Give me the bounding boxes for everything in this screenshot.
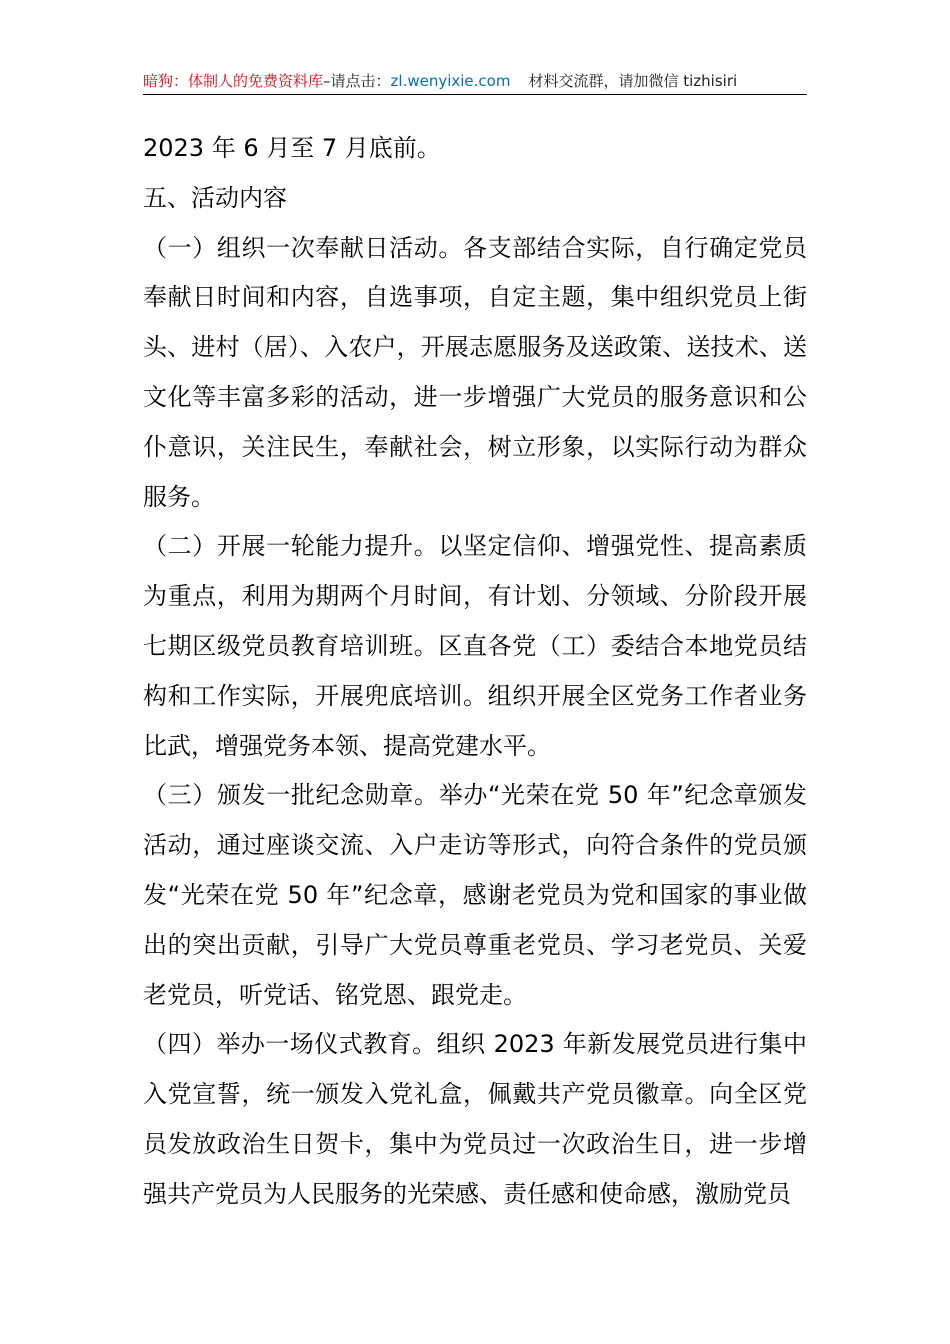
- paragraph-item-2: （二）开展一轮能力提升。以坚定信仰、增强党性、提高素质为重点，利用为期两个月时间，有计划、分领域、分阶段开展七期区级党员教育培训班。区直各党（工）委结合本地党员结构和工作实际，开展兜底培训。组织开展全区党务工作者业务比武，增强党务本领、提高党建水平。: [143, 532, 807, 760]
- paragraph-item-1: （一）组织一次奉献日活动。各支部结合实际，自行确定党员奉献日时间和内容，自选事项，自定主题，集中组织党员上街头、进村（居）、入农户，开展志愿服务及送政策、送技术、送文化等丰富多彩的活动，进一步增强广大党员的服务意识和公仆意识，关注民生，奉献社会，树立形象，以实际行动为群众服务。: [143, 233, 807, 511]
- page-header: [143, 68, 807, 95]
- paragraph-item-4: （四）举办一场仪式教育。组织 2023 年新发展党员进行集中入党宣誓，统一颁发入党礼盒，佩戴共产党员徽章。向全区党员发放政治生日贺卡，集中为党员过一次政治生日，进一步增强共产党员为人民服务的光荣感、责任感和使命感，激励党员: [143, 1030, 807, 1208]
- paragraph-date-range: 2023 年 6 月至 7 月底前。: [143, 134, 441, 162]
- paragraph-item-3: （三）颁发一批纪念勋章。举办“光荣在党 50 年”纪念章颁发活动，通过座谈交流、入户走访等形式，向符合条件的党员颁发“光荣在党 50 年”纪念章，感谢老党员为党和国家的事业做出的突出贡献，引导广大党员尊重老党员、学习老党员、关爱老党员，听党话、铭党恩、跟党走。: [143, 781, 807, 1009]
- document-body: [143, 124, 807, 1220]
- header-brand: 暗狗：体制人的免费资料库: [143, 72, 324, 90]
- header-click-prompt: –请点击：: [323, 72, 391, 90]
- header-url-link[interactable]: zl.wenyixie.com: [390, 72, 511, 90]
- section-heading-activity-content: 五、活动内容: [143, 183, 287, 212]
- header-contact: 材料交流群，请加微信 tizhisiri: [528, 72, 738, 90]
